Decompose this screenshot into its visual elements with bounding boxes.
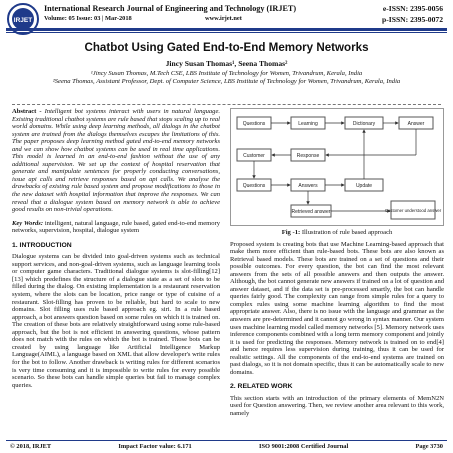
proposed-system-paragraph: Proposed system is creating bots that use Machine Learning-based approach that make them more efficient than rule-based bots. These bots are also known as Retrieval based models. These bots are trained on a set of questions and their possible outcomes. For every question, the bot can find the most relevant answers from the sets of all possible answers and then outputs the answer. Although, the bot cannot generate new answers if trained on a lot of question and answer dataset, and if the data set is pre-processed smartly, the bot can handle queries fairly good. The complexity can range from simple rules for a query to complex rules using some machine learning algorithm to find the most appropriate answer. Also, there is no issue with the language and grammar as the answers are pre-determined and it cannot go wrong in syntax manner. Our system uses machine learning model called memory networks [5]. Memory network uses inference components combined with a long term memory component and jointly it is used for predicting the responses. Memory network is trained on to end[4] and hence requires less supervision during training, thus it can be used for realistic settings. All the components of the end-to-end systems are trained on past dialogs, so it is not domain specific, thus it can be automatically scale to new domains. (230, 240, 444, 376)
right-column (230, 108, 444, 421)
journal-website[interactable]: www.irjet.net (204, 15, 242, 22)
figure-caption (230, 229, 444, 237)
journal-name: International Research Journal of Engineering and Technology (IRJET) (44, 4, 297, 13)
footer-copyright: © 2018, IRJET (10, 443, 52, 450)
page-footer (6, 440, 447, 452)
left-column (12, 108, 220, 392)
svg-text:Retrieved answer: Retrieved answer (291, 209, 331, 215)
svg-text:Customer understood answer: Customer understood answer (384, 208, 442, 213)
figure-1 (230, 108, 444, 226)
eissn: e-ISSN: 2395-0056 (382, 4, 443, 13)
rule-based-diagram (231, 109, 443, 225)
related-work-heading: 2. RELATED WORK (230, 383, 293, 391)
paper-title: Chatbot Using Gated End-to-End Memory Networks (84, 41, 369, 54)
paper-authors: Jincy Susan Thomas¹, Seena Thomas² (165, 59, 288, 68)
affiliation-1: ¹Jincy Susan Thomas, M.Tech CSE, LBS Institute of Technology for Women, Trivandrum, Kerala, India (90, 70, 363, 77)
svg-text:Answer: Answer (407, 121, 425, 127)
keywords-label: Key Words: (12, 219, 44, 227)
keywords (12, 220, 220, 235)
volume-issue: Volume: 05 Issue: 03 | Mar-2018 (44, 15, 132, 22)
related-work-paragraph: This section starts with an introduction of the primary elements of MemN2N used for Question answering. Then, we review another area relevant to this work, namely (230, 394, 444, 418)
abstract-text: Intelligent bot systems interact with users in natural language. Existing traditional chatbot systems are rule based that stops scaling up to real world domains. While using deep learning methods, all dialogs in the chatbot system are trained from the dialogs themselves escapes the limitations of this. The paper proposes deep learning method gated end-to-end memory networks and we can show how chatbot systems can be used in real time applications. This model is learned in an end-to-end fashion without the use of any additional supervision. We set up the context of hospital reservation that generate and manipulate sentences for properly conducting conversations, issue api calls and retrieve responses based on api calls. We analyse the drawbacks of existing rule based system and propose modifications to those in the new dataset with hospital information that improve the responses. We can reveal that a dialogue system based on memory network is able to achieve good results on non-trivial operations. (12, 108, 220, 214)
affiliations (20, 70, 433, 86)
pissn: p-ISSN: 2395-0072 (382, 15, 443, 24)
affiliation-2: ²Seena Thomas, Assistant Professor, Dept. of Computer Science, LBS Institute of Technology for Women, Trivandrum, Kerala, India (52, 78, 401, 86)
footer-impact-factor: Impact Factor value: 6.171 (118, 443, 192, 450)
figure-caption-label: Fig -1: (281, 229, 301, 236)
journal-volume-line (44, 15, 242, 22)
diagram-arrows (254, 123, 416, 211)
intro-paragraph: Dialogue systems can be divided into goal-driven systems such as technical support services, and non-goal-driven systems, such as language learning tools or computer game characters. Traditional dialogue systems is slot-filling[12][13] which predefines the structure of a dialogue state as a set of slots to be filled during the dialog. On existing implementation is a restaurant reservation system, where the slots can be location, price range or type of cuisine of a restaurant. Slot-filling has proven to be reliable, but hard to scale to new domains. Slot filling uses rule based approach eg. siri. In a rule based approach, a bot answers question based on some rules on which it is trained on. The creation of these bots are relatively straightforward using some rule-based approach, but the bot is not efficient in answering questions, whose pattern does not match with the rules on which the bot is trained. Those bots can be created by using language like Artificial Intelligence Markup Language(AIML), a language based on XML that allow developer's write rules for the bot to follow. Another drawback is writing rules for different scenarios is very time consuming and it is impossible to write rules for every possible scenario. So these bots can handle simple queries but fail to manage complex queries. (12, 253, 220, 389)
header-rule-thin (6, 32, 447, 33)
figure-caption-text: Illustration of rule based approach (301, 229, 393, 236)
svg-text:Questions: Questions (242, 121, 266, 127)
svg-text:Customer: Customer (243, 153, 265, 159)
svg-text:Questions: Questions (242, 183, 266, 189)
intro-heading: 1. INTRODUCTION (12, 241, 72, 249)
abstract (12, 108, 220, 214)
keywords-text: intelligent, natural language, rule based, gated end-to-end memory networks, supervision, hospital, dialogue system (12, 219, 221, 235)
svg-text:Update: Update (355, 183, 373, 189)
svg-text:Answers: Answers (298, 183, 318, 189)
svg-text:Learning: Learning (298, 121, 318, 127)
header-rule (6, 28, 447, 31)
svg-text:Response: Response (296, 153, 320, 159)
footer-page-number: Page 3730 (415, 443, 443, 450)
journal-header (0, 0, 453, 40)
section-separator (12, 104, 441, 105)
footer-iso: ISO 9001:2008 Certified Journal (258, 443, 349, 450)
svg-text:IRJET: IRJET (13, 17, 33, 24)
abstract-label: Abstract - (12, 108, 42, 115)
svg-text:Dictionary: Dictionary (352, 121, 376, 127)
